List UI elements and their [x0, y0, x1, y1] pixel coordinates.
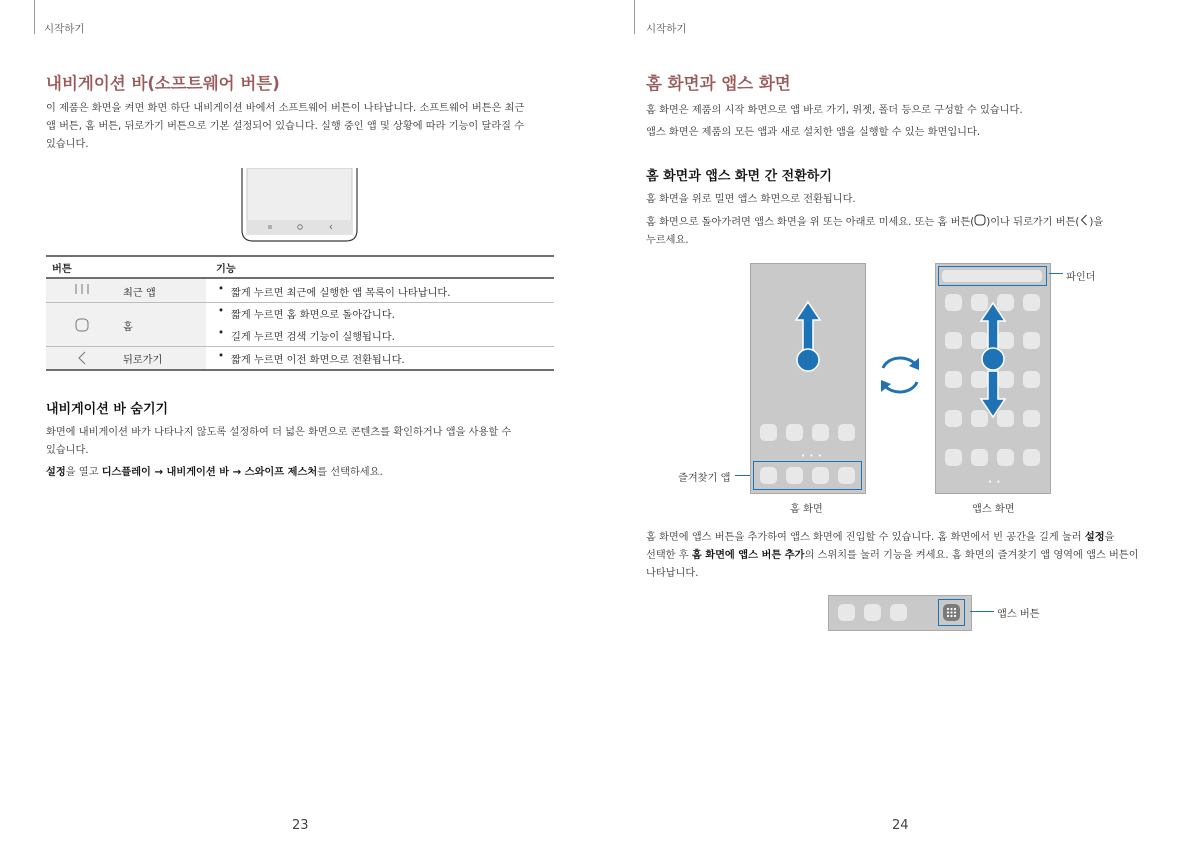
back-icon [74, 350, 90, 369]
p2-text-b: )이나 뒤로가기 버튼( [986, 217, 1080, 228]
swipe-up-down-arrow-icon [973, 301, 1013, 421]
recent-apps-icon [74, 282, 90, 299]
table-row-home-item-1: • 짧게 누르면 홈 화면으로 돌아갑니다. [231, 306, 395, 321]
left-section2-instruction [46, 464, 566, 482]
left-section2-body [46, 424, 566, 460]
right-section-title: 홈 화면과 앱스 화면 간 전환하기 [646, 169, 832, 184]
instr-text-1: 을 열고 [65, 467, 102, 478]
right-page-title: 홈 화면과 앱스 화면 [646, 74, 791, 93]
left-page-header: 시작하기 [44, 23, 85, 35]
left-page-title: 내비게이션 바(소프트웨어 버튼) [46, 74, 280, 93]
page-indicator: • • [988, 478, 1002, 486]
apps-screen-illustration [935, 263, 1051, 494]
bottom-l1c: 을 [1104, 532, 1115, 543]
left-section2-line-2: 있습니다. [46, 445, 89, 456]
bottom-l3: 나타납니다. [646, 568, 699, 579]
p2-text-d: 누르세요. [646, 235, 689, 246]
home-icon [974, 214, 986, 226]
label-apps-button: 앱스 버튼 [997, 609, 1040, 620]
table-row-home-item-2: • 길게 누르면 검색 기능이 실행됩니다. [231, 328, 395, 343]
bottom-l2b: 홈 화면에 앱스 버튼 추가 [691, 550, 805, 561]
label-apps-screen: 앱스 화면 [972, 504, 1015, 515]
page-indicator: • • • [801, 452, 823, 460]
right-section-p1: 홈 화면을 위로 밀면 앱스 화면으로 전환됩니다. [646, 194, 856, 205]
instr-settings: 설정 [46, 467, 66, 478]
left-intro-line-1: 이 제품은 화면을 켜면 화면 하단 내비게이션 바에서 소프트웨어 버튼이 나타납니다. 소프트웨어 버튼은 최근 [46, 103, 525, 114]
label-home-screen: 홈 화면 [790, 504, 823, 515]
p2-text-a: 홈 화면으로 돌아가려면 앱스 화면을 위 또는 아래로 미세요. 또는 홈 버튼( [646, 217, 975, 228]
home-icon [74, 317, 90, 336]
switch-arrows-icon [875, 350, 925, 400]
back-icon [1079, 214, 1089, 226]
left-intro-line-2: 앱 버튼, 홈 버튼, 뒤로가기 버튼으로 기본 설정되어 있습니다. 실행 중인 앱 및 상황에 따라 기능이 달라질 수 [46, 121, 525, 132]
left-section2-line-1: 화면에 내비게이션 바가 나타나지 않도록 설정하여 더 넓은 화면으로 콘텐츠를 확인하거나 앱을 사용할 수 [46, 427, 512, 438]
right-header-rule [634, 0, 635, 34]
bottom-l2c: 의 스위치를 눌러 기능을 켜세요. 홈 화면의 즐겨찾기 앱 영역에 앱스 버튼이 [804, 550, 1139, 561]
label-finder: 파인더 [1066, 272, 1096, 283]
right-intro-line-1: 홈 화면은 제품의 시작 화면으로 앱 바로 가기, 위젯, 폴더 등으로 구성할 수 있습니다. [646, 105, 1023, 116]
right-page-header: 시작하기 [646, 23, 687, 35]
right-intro [646, 100, 1166, 144]
left-header-rule [34, 0, 35, 34]
p2-text-c: )을 [1089, 217, 1104, 228]
phone-bottom-icon [241, 168, 358, 242]
left-intro [46, 100, 566, 154]
bottom-l2a: 선택한 후 [646, 550, 692, 561]
label-favorite-apps: 즐겨찾기 앱 [678, 473, 731, 484]
table-row-back-item: • 짧게 누르면 이전 화면으로 전환됩니다. [231, 351, 405, 366]
table-row-home-name: 홈 [123, 322, 133, 333]
table-row-recent-name: 최근 앱 [123, 288, 156, 299]
left-section2-title: 내비게이션 바 숨기기 [46, 402, 169, 417]
bottom-l1a: 홈 화면에 앱스 버튼을 추가하여 앱스 화면에 진입할 수 있습니다. 홈 화면에서 빈 공간을 길게 눌러 [646, 532, 1085, 543]
right-bottom-paragraph [646, 529, 1186, 583]
right-page-number: 24 [892, 818, 909, 833]
apps-button-strip [828, 595, 972, 631]
table-row-recent-item: • 짧게 누르면 최근에 실행한 앱 목록이 나타납니다. [231, 284, 451, 299]
swipe-up-arrow-icon [788, 300, 828, 380]
table-row-back-name: 뒤로가기 [123, 355, 163, 366]
right-intro-line-2: 앱스 화면은 제품의 모든 앱과 새로 설치한 앱을 실행할 수 있는 화면입니다. [646, 127, 981, 138]
left-intro-line-3: 있습니다. [46, 139, 89, 150]
phone-illustration [241, 168, 358, 242]
home-screen-illustration [750, 263, 866, 494]
favorites-area-highlight [753, 461, 862, 490]
instr-text-2: 를 선택하세요. [317, 467, 383, 478]
right-section-p2 [646, 214, 1166, 250]
left-page-number: 23 [292, 818, 309, 833]
finder-highlight [938, 266, 1047, 286]
instr-path: 디스플레이 → 내비게이션 바 → 스와이프 제스처 [101, 467, 318, 478]
bottom-l1b: 설정 [1084, 532, 1105, 543]
table-header-button: 버튼 [52, 264, 72, 275]
table-header-function: 기능 [216, 264, 236, 275]
apps-button-highlight [938, 599, 965, 626]
